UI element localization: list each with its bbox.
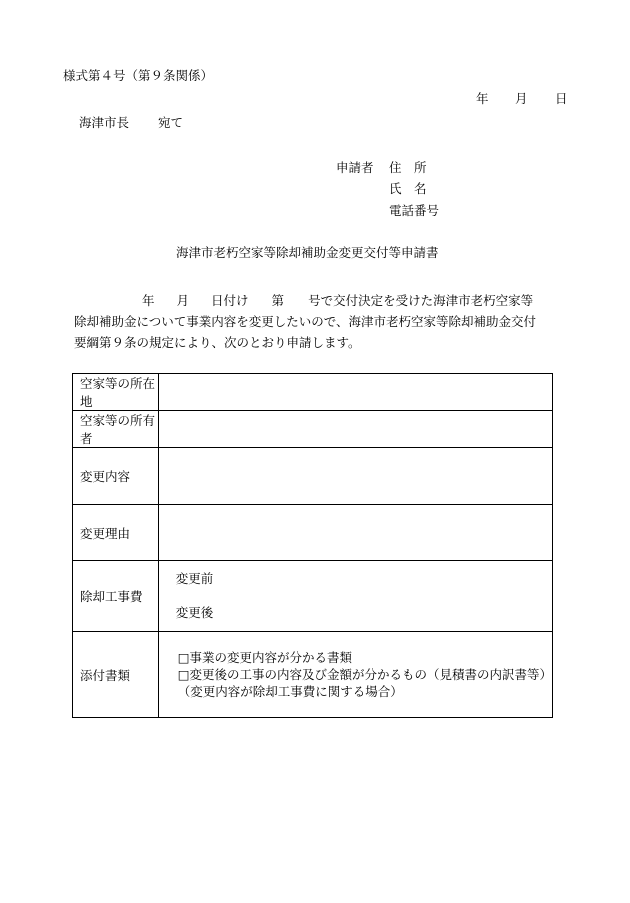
owner-label: 空家等の所有者: [73, 411, 159, 448]
body-number: 第: [271, 293, 285, 308]
location-field[interactable]: [158, 374, 552, 411]
date-month-label: 月: [515, 91, 528, 106]
table-row-location: [73, 374, 553, 411]
table-row-attachments: [73, 632, 553, 718]
demolition-cost-field[interactable]: [158, 561, 552, 632]
change-reason-label: 変更理由: [73, 505, 159, 561]
application-table: [72, 373, 553, 718]
table-row-change-content: [73, 448, 553, 505]
applicant-name-label: 氏 名: [389, 181, 427, 196]
table-row-demolition-cost: [73, 561, 553, 632]
table-row-owner: [73, 411, 553, 448]
applicant-phone-label: 電話番号: [389, 203, 440, 218]
change-content-field[interactable]: [158, 448, 552, 505]
date-day-label: 日: [555, 91, 568, 106]
body-line-1: [74, 290, 584, 311]
body-line-3: 要綱第９条の規定により、次のとおり申請します。: [74, 335, 361, 350]
change-reason-field[interactable]: [158, 505, 552, 561]
addressee-name: 海津市長: [79, 115, 130, 130]
form-number-label: 様式第４号（第９条関係）: [63, 68, 214, 83]
change-content-label: 変更内容: [73, 448, 159, 505]
date-year-label: 年: [476, 91, 489, 106]
location-label: 空家等の所在地: [73, 374, 159, 411]
document-title: 海津市老朽空家等除却補助金変更交付等申請書: [176, 245, 439, 260]
body-day: 日付け: [211, 293, 249, 308]
attachment-item-2[interactable]: □変更後の工事の内容及び金額が分かるもの（見積書の内訳書等）: [177, 667, 552, 682]
body-line-1-rest: 号で交付決定を受けた海津市老朽空家等: [308, 293, 534, 308]
body-paragraph: [74, 290, 584, 353]
attachment-item-note: （変更内容が除却工事費に関する場合）: [177, 684, 403, 699]
before-label: 変更前: [175, 571, 214, 586]
attachments-label: 添付書類: [73, 632, 159, 718]
attachment-item-1[interactable]: □事業の変更内容が分かる書類: [177, 650, 352, 665]
body-month: 月: [176, 293, 190, 308]
attachments-list: [158, 632, 552, 718]
table-row-change-reason: [73, 505, 553, 561]
demolition-cost-label: 除却工事費: [73, 561, 159, 632]
body-line-2: 除却補助金について事業内容を変更したいので、海津市老朽空家等除却補助金交付: [74, 314, 537, 329]
after-label: 変更後: [175, 605, 214, 620]
applicant-address-label: 住 所: [389, 160, 427, 175]
applicant-label: 申請者: [336, 160, 374, 175]
owner-field[interactable]: [158, 411, 552, 448]
body-year: 年: [142, 293, 155, 308]
addressee-suffix: 宛て: [158, 115, 184, 130]
